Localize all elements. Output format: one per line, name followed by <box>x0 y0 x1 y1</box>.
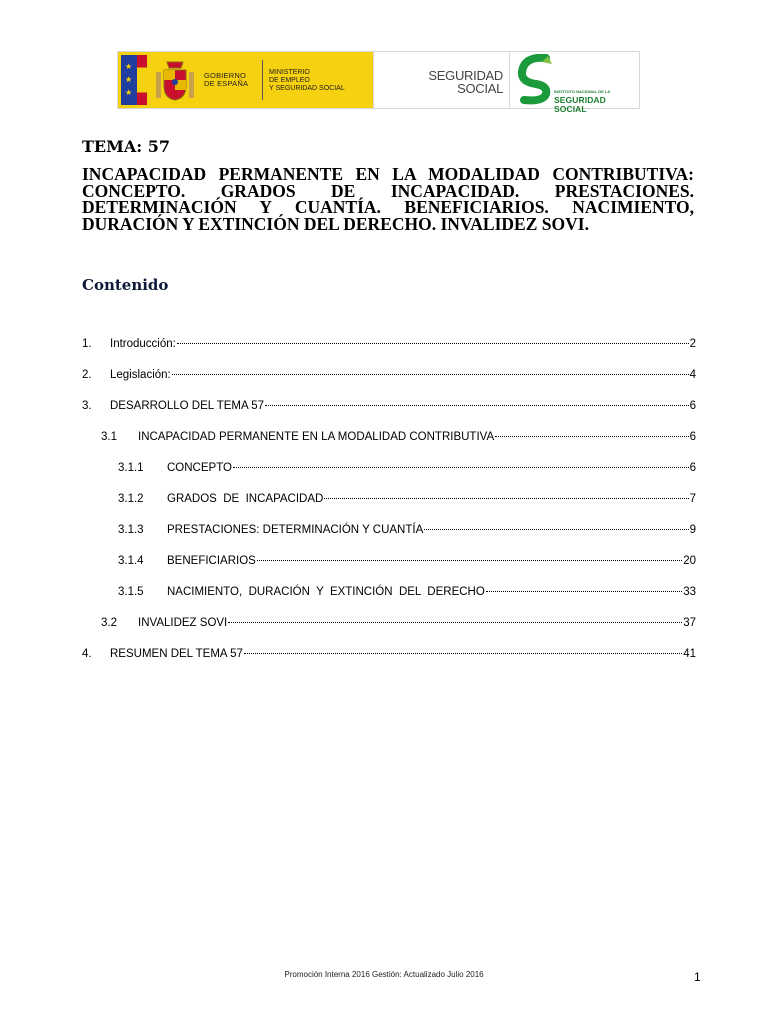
toc-number: 3.1.4 <box>118 555 144 567</box>
toc-entry[interactable] <box>118 522 696 538</box>
toc-number: 1. <box>82 338 92 350</box>
ministerio-line-3: Y SEGURIDAD SOCIAL <box>269 85 345 92</box>
toc-page: 6 <box>689 431 696 443</box>
toc-label: NACIMIENTO, DURACIÓN Y EXTINCIÓN DEL DERECHO <box>167 586 485 598</box>
toc-leader <box>257 560 682 561</box>
gobierno-logo <box>118 52 373 108</box>
toc-entry[interactable] <box>82 398 696 414</box>
toc-leader <box>486 591 682 592</box>
tema-heading: TEMA: 57 <box>82 137 170 156</box>
ss-line-1: SEGURIDAD <box>428 68 503 83</box>
gobierno-line-1: GOBIERNO <box>204 71 247 80</box>
ministerio-line-2: DE EMPLEO <box>269 77 310 84</box>
gobierno-label <box>204 72 248 88</box>
toc-entry[interactable] <box>118 460 696 476</box>
inss-logo <box>510 52 639 114</box>
toc-label: INVALIDEZ SOVI <box>138 617 228 629</box>
toc-leader <box>177 343 689 344</box>
toc-leader <box>244 653 682 654</box>
toc-label: PRESTACIONES: DETERMINACIÓN Y CUANTÍA <box>167 524 424 536</box>
toc-entry[interactable] <box>82 646 696 662</box>
toc-entry[interactable] <box>82 367 696 383</box>
toc-page: 7 <box>689 493 696 505</box>
inss-emblem-icon <box>516 54 556 106</box>
ss-line-2: SOCIAL <box>457 81 503 96</box>
toc-page: 33 <box>683 586 696 598</box>
toc-number: 3.1.2 <box>118 493 144 505</box>
ministerio-label <box>269 69 345 93</box>
toc-label: BENEFICIARIOS <box>167 555 256 567</box>
toc-label: Legislación: <box>110 369 171 381</box>
gobierno-line-2: DE ESPAÑA <box>204 79 249 88</box>
toc-page: 37 <box>683 617 696 629</box>
toc-number: 3.1.5 <box>118 586 144 598</box>
toc-entry[interactable] <box>101 615 696 631</box>
toc-leader <box>495 436 688 437</box>
coat-of-arms-icon <box>152 58 198 104</box>
toc-page: 6 <box>689 400 696 412</box>
document-title: INCAPACIDAD PERMANENTE EN LA MODALIDAD CONTRIBUTIVA: CONCEPTO. GRADOS DE INCAPACIDAD. PRESTACIONES. DETERMINACIÓN Y CUANTÍA. BENEFICIARIOS. NACIMIENTO, DURACIÓN Y EXTINCIÓN DEL DERECHO. INVALIDEZ SOVI. <box>82 164 694 234</box>
toc-label: DESARROLLO DEL TEMA 57 <box>110 400 265 412</box>
toc-leader <box>233 467 689 468</box>
toc-entry[interactable] <box>118 584 696 600</box>
toc-label: GRADOS DE INCAPACIDAD <box>167 493 324 505</box>
header-banner <box>117 51 640 114</box>
toc-number: 3.1.1 <box>118 462 144 474</box>
page-footer: Promoción Interna 2016 Gestión: Actualizado Julio 2016 <box>284 970 484 979</box>
toc-page: 9 <box>689 524 696 536</box>
toc-number: 3. <box>82 400 92 412</box>
toc-leader <box>172 374 689 375</box>
toc-leader <box>265 405 689 406</box>
ministerio-line-1: MINISTERIO <box>269 69 310 76</box>
page-number: 1 <box>694 970 701 984</box>
inss-small-label: INSTITUTO NACIONAL DE LA <box>554 89 611 94</box>
contents-heading: Contenido <box>82 276 169 294</box>
toc-page: 6 <box>689 462 696 474</box>
seguridad-social-logo <box>373 52 510 108</box>
toc-page: 41 <box>683 648 696 660</box>
toc-entry[interactable] <box>101 429 696 445</box>
toc-number: 2. <box>82 369 92 381</box>
inss-big-label: SEGURIDAD SOCIAL <box>554 95 606 114</box>
toc-leader <box>424 529 688 530</box>
toc-entry[interactable] <box>118 491 696 507</box>
seguridad-social-label <box>428 69 503 95</box>
toc-label: CONCEPTO <box>167 462 232 474</box>
toc-number: 3.2 <box>101 617 117 629</box>
eu-flag-icon: ★ ★ ★ <box>121 55 137 105</box>
spain-flag-icon <box>137 55 147 105</box>
toc-page: 20 <box>683 555 696 567</box>
toc-number: 3.1.3 <box>118 524 144 536</box>
toc-label: Introducción: <box>110 338 176 350</box>
toc-number: 4. <box>82 648 92 660</box>
toc-leader <box>228 622 682 623</box>
toc-entry[interactable] <box>118 553 696 569</box>
toc-entry[interactable] <box>82 336 696 352</box>
logo-divider <box>262 60 263 100</box>
toc-leader <box>324 498 688 499</box>
toc-label: INCAPACIDAD PERMANENTE EN LA MODALIDAD CONTRIBUTIVA <box>138 431 495 443</box>
toc-page: 4 <box>689 369 696 381</box>
toc-page: 2 <box>689 338 696 350</box>
toc-label: RESUMEN DEL TEMA 57 <box>110 648 243 660</box>
toc-number: 3.1 <box>101 431 117 443</box>
